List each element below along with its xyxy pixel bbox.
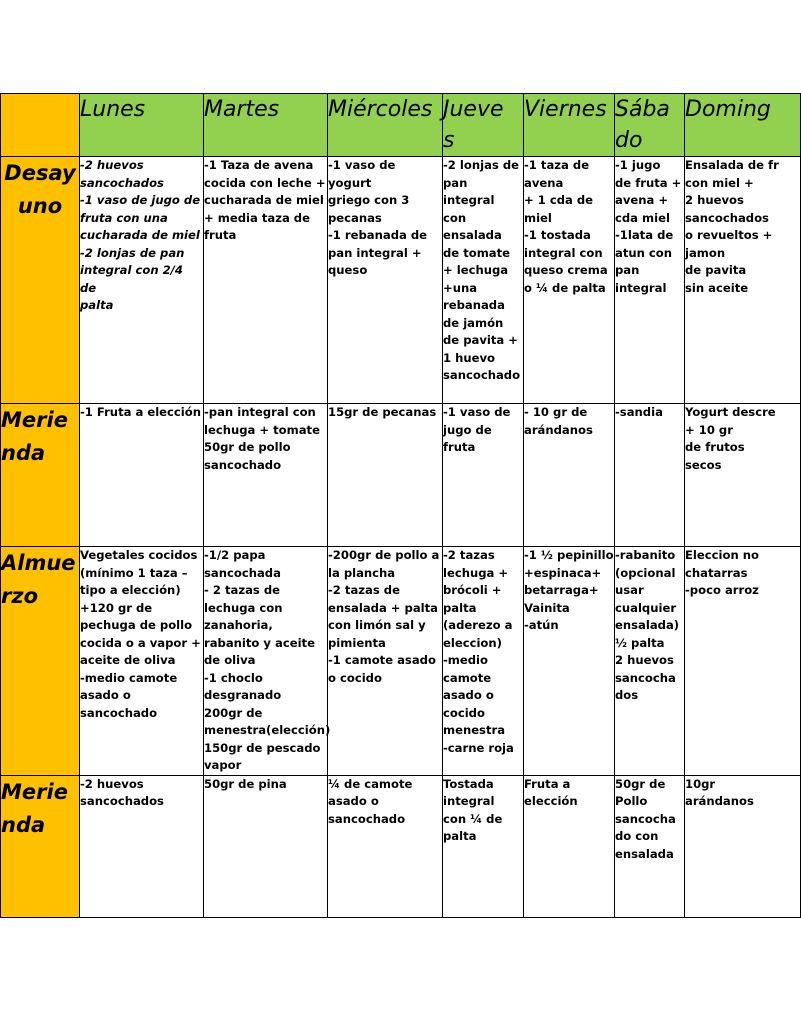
meal-row-desayuno xyxy=(1,157,801,404)
day-header-domingo: Doming xyxy=(685,94,801,157)
meal-cell: ¼ de camote asado o sancochado xyxy=(328,775,443,917)
day-header-miercoles: Miércoles xyxy=(328,94,443,157)
day-header-lunes: Lunes xyxy=(80,94,204,157)
meal-cell: -1 jugo de fruta + avena + cda miel -1lata de atun con pan integral xyxy=(615,157,685,404)
meal-cell: -1 taza de avena + 1 cda de miel -1 tostada integral con queso crema o ¼ de palta xyxy=(524,157,615,404)
meal-cell: -1 vaso de yogurt griego con 3 pecanas -1 rebanada de pan integral + queso xyxy=(328,157,443,404)
meal-cell: Yogurt descre + 10 gr de frutos secos xyxy=(685,404,801,547)
meal-cell: 50gr de Pollo sancocha do con ensalada xyxy=(615,775,685,917)
meal-cell: 15gr de pecanas xyxy=(328,404,443,547)
meal-cell: 10gr arándanos xyxy=(685,775,801,917)
meal-cell: -1/2 papa sancochada - 2 tazas de lechuga con zanahoria, rabanito y aceite de oliva -1 choclo desgranado 200gr de menestra(elección) 150gr de pescado vapor xyxy=(204,547,328,776)
meal-cell: -pan integral con lechuga + tomate 50gr de pollo sancochado xyxy=(204,404,328,547)
meal-cell: 50gr de pina xyxy=(204,775,328,917)
meal-cell: Fruta a elección xyxy=(524,775,615,917)
meal-cell: Ensalada de fr con miel + 2 huevos sancochados o revueltos + jamon de pavita sin aceite xyxy=(685,157,801,404)
day-header-martes: Martes xyxy=(204,94,328,157)
corner-cell xyxy=(1,94,80,157)
meal-cell: -2 huevos sancochados xyxy=(80,775,204,917)
meal-cell: -2 lonjas de pan integral con ensalada de tomate + lechuga +una rebanada de jamón de pavita + 1 huevo sancochado xyxy=(443,157,524,404)
meal-cell: Tostada integral con ¼ de palta xyxy=(443,775,524,917)
meal-label-desayuno: Desay uno xyxy=(1,157,80,404)
meal-label-merienda: Merie nda xyxy=(1,775,80,917)
day-header-row xyxy=(1,94,801,157)
meal-row-almuerzo xyxy=(1,547,801,776)
meal-cell: -sandia xyxy=(615,404,685,547)
meal-cell: -2 tazas lechuga + brócoli + palta (aderezo a eleccion) -medio camote asado o cocido menestra -carne roja xyxy=(443,547,524,776)
meal-label-almuerzo: Almue rzo xyxy=(1,547,80,776)
meal-cell: -1 Fruta a elección xyxy=(80,404,204,547)
meal-cell: -1 ½ pepinillo +espinaca+ betarraga+ Vainita -atún xyxy=(524,547,615,776)
meal-cell: -200gr de pollo a la plancha -2 tazas de ensalada + palta con limón sal y pimienta -1 camote asado o cocido xyxy=(328,547,443,776)
day-header-jueves: Jueve s xyxy=(443,94,524,157)
day-header-viernes: Viernes xyxy=(524,94,615,157)
meal-row-merienda-1 xyxy=(1,404,801,547)
meal-cell: -2 huevos sancochados -1 vaso de jugo de fruta con una cucharada de miel -2 lonjas de pan integral con 2/4 de palta xyxy=(80,157,204,404)
meal-plan-table xyxy=(0,93,801,918)
day-header-sabado: Sába do xyxy=(615,94,685,157)
meal-label-merienda: Merie nda xyxy=(1,404,80,547)
meal-cell: -1 Taza de avena cocida con leche + cucharada de miel + media taza de fruta xyxy=(204,157,328,404)
meal-cell: Eleccion no chatarras -poco arroz xyxy=(685,547,801,776)
meal-cell: - 10 gr de arándanos xyxy=(524,404,615,547)
meal-cell: -rabanito (opcional usar cualquier ensalada) ½ palta 2 huevos sancocha dos xyxy=(615,547,685,776)
meal-row-merienda-2 xyxy=(1,775,801,917)
meal-cell: -1 vaso de jugo de fruta xyxy=(443,404,524,547)
meal-cell: Vegetales cocidos (mínimo 1 taza – tipo a elección) +120 gr de pechuga de pollo cocida o a vapor + aceite de oliva -medio camote asado o sancochado xyxy=(80,547,204,776)
